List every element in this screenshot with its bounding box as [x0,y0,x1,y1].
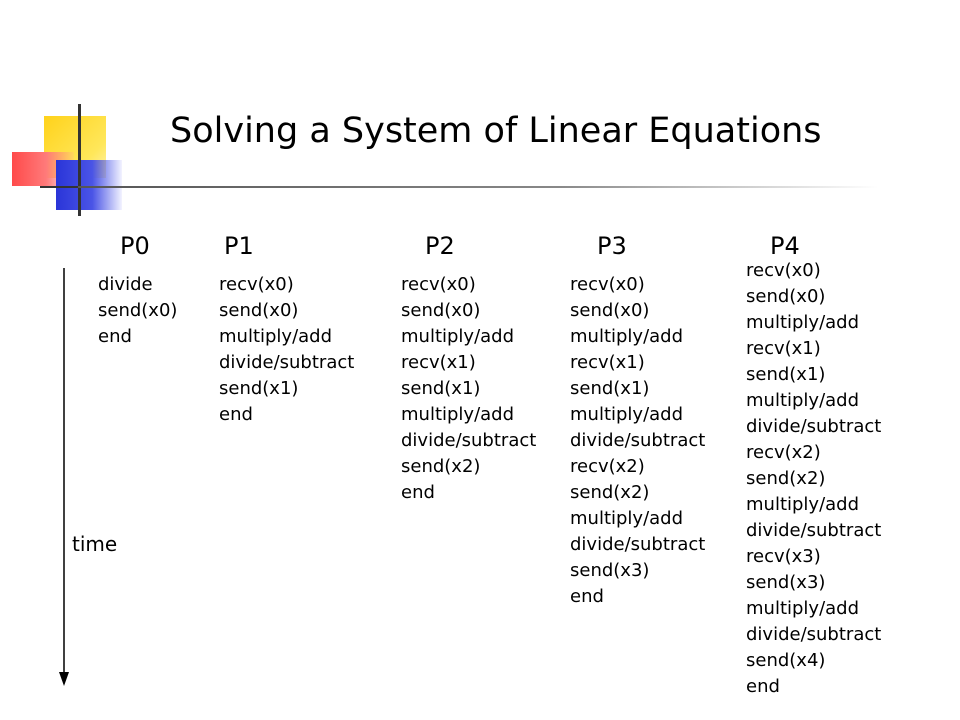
step-item: end [401,482,435,503]
process-steps-p2 [401,272,536,506]
step-item: send(x2) [570,482,650,503]
step-item: multiply/add [570,404,684,425]
step-item: divide/subtract [746,624,882,645]
step-item: recv(x0) [401,274,476,295]
step-item: send(x0) [98,300,178,321]
step-item: send(x0) [746,286,826,307]
slide-title: Solving a System of Linear Equations [170,111,822,151]
step-item: divide/subtract [570,534,706,555]
step-item: multiply/add [219,326,333,347]
step-item: recv(x0) [570,274,645,295]
title-underline [78,186,878,188]
step-item: send(x0) [401,300,481,321]
step-item: send(x3) [570,560,650,581]
step-item: multiply/add [746,390,860,411]
process-label-p2: P2 [425,232,455,260]
step-item: divide/subtract [401,430,537,451]
step-item: send(x2) [746,468,826,489]
step-item: end [98,326,132,347]
step-item: divide/subtract [570,430,706,451]
step-item: end [746,676,780,697]
step-item: send(x0) [219,300,299,321]
step-item: recv(x0) [219,274,294,295]
process-steps-p3 [570,272,705,610]
process-steps-p1 [219,272,354,428]
step-item: divide/subtract [746,520,882,541]
logo-vertical-line [78,104,81,216]
step-item: divide/subtract [219,352,355,373]
process-label-p0: P0 [120,232,150,260]
process-label-p4: P4 [770,232,800,260]
process-label-p1: P1 [224,232,254,260]
step-item: divide/subtract [746,416,882,437]
step-item: send(x2) [401,456,481,477]
step-item: recv(x1) [746,338,821,359]
step-item: divide [98,274,153,295]
step-item: send(x0) [570,300,650,321]
step-item: end [570,586,604,607]
step-item: send(x1) [570,378,650,399]
process-steps-p0 [98,272,177,350]
step-item: send(x1) [219,378,299,399]
step-item: multiply/add [746,312,860,333]
step-item: send(x4) [746,650,826,671]
step-item: recv(x1) [570,352,645,373]
step-item: recv(x0) [746,260,821,281]
step-item: recv(x3) [746,546,821,567]
step-item: end [219,404,253,425]
logo-blue-square [56,160,122,210]
step-item: multiply/add [401,326,515,347]
time-axis-label: time [72,532,118,556]
time-arrow-icon [56,268,72,686]
step-item: recv(x1) [401,352,476,373]
step-item: recv(x2) [570,456,645,477]
step-item: multiply/add [746,598,860,619]
step-item: recv(x2) [746,442,821,463]
step-item: send(x1) [746,364,826,385]
process-steps-p4 [746,258,881,700]
slide-logo [0,0,140,230]
step-item: multiply/add [570,508,684,529]
step-item: multiply/add [746,494,860,515]
step-item: send(x1) [401,378,481,399]
step-item: send(x3) [746,572,826,593]
step-item: multiply/add [570,326,684,347]
step-item: multiply/add [401,404,515,425]
process-label-p3: P3 [597,232,627,260]
